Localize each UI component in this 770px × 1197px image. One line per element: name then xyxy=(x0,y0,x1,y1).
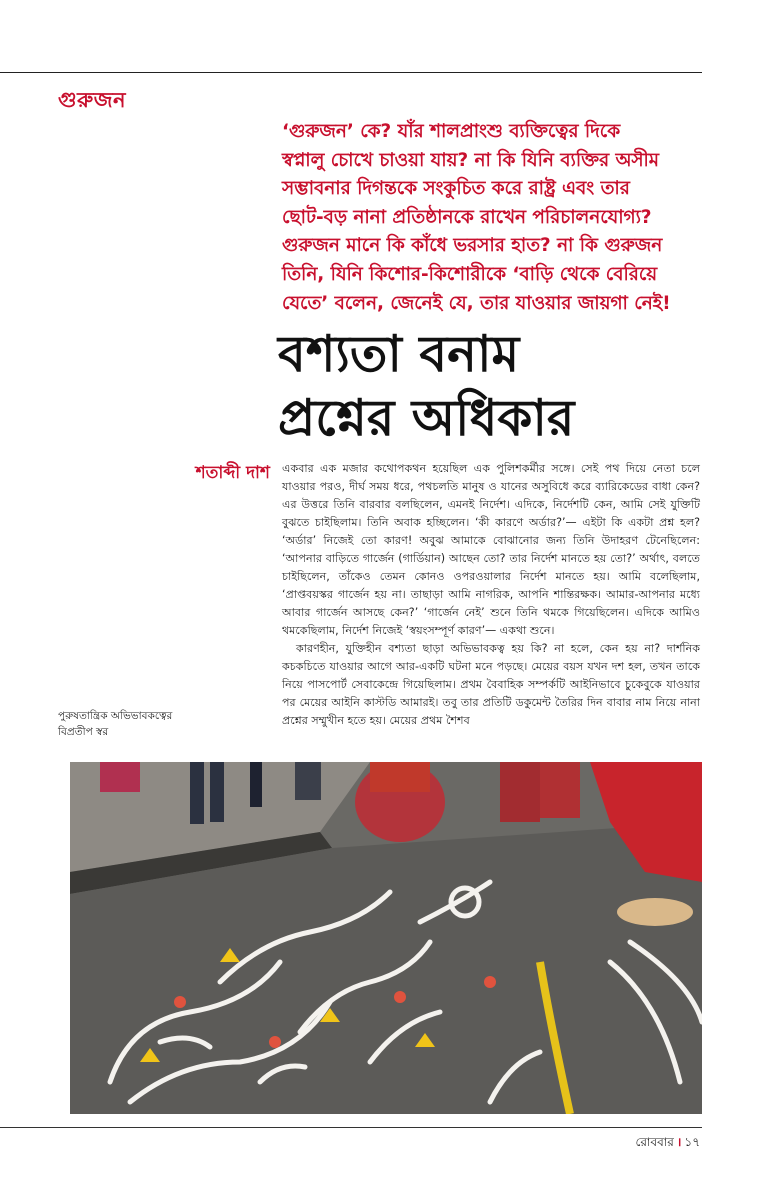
section-tag: গুরুজন xyxy=(58,88,127,112)
article-body xyxy=(282,460,700,730)
photo-illustration xyxy=(70,762,702,1114)
bottom-rule xyxy=(0,1127,702,1128)
intro-blurb: ‘গুরুজন’ কে? যাঁর শালপ্রাংশু ব্যক্তিত্বের দিকে স্বপ্নালু চোখে চাওয়া যায়? না কি যিনি ব্যক্তির অসীম সম্ভাবনার দিগন্তকে সংকুচিত করে রাষ্ট্র এবং তার ছোট-বড় নানা প্রতিষ্ঠানকে রাখেন পরিচালনযোগ্য? গুরুজন মানে কি কাঁধে ভরসার হাত? না কি গুরুজন তিনি, যিনি কিশোর-কিশোরীকে ‘বাড়ি থেকে বেরিয়ে যেতে’ বলেন, জেনেই যে, তার যাওয়ার জায়গা নেই! xyxy=(282,121,671,314)
author-byline: শতাব্দী দাশ xyxy=(195,463,270,483)
page-footer xyxy=(635,1133,700,1154)
footer-separator: । xyxy=(676,1135,682,1149)
body-paragraph-1: একবার এক মজার কথোপকথন হয়েছিল এক পুলিশকর্মীর সঙ্গে। সেই পথ দিয়ে নেতা চলে যাওয়ার পরও, দীর্ঘ সময় ধরে, পথচলতি মানুষ ও যানের অসুবিধে করে ব্যারিকেডের বাধা কেন? এর উত্তরে তিনি বারবার বলছিলেন, এমনই নির্দেশ। এদিকে, নির্দেশটি কেন, আমি সেই যুক্তিটি বুঝতে চাইছিলাম। তিনি অবাক হচ্ছিলেন। ‘কী কারণে অর্ডার?’— এইটা কি একটা প্রশ্ন হল? ‘অর্ডার’ নিজেই তো কারণ! অবুঝ আমাকে বোঝানোর জন্য তিনি উদাহরণ টেনেছিলেন: ‘আপনার বাড়িতে গার্জেন (গার্ডিয়ান) আছেন তো? তার নির্দেশ মানতে হয় তো?’ অর্থাৎ, বলতে চাইছিলেন, তাঁকেও তেমন কোনও ওপরওয়ালার নির্দেশ মানতে হয়। আমি বলেছিলাম, ‘প্রাপ্তবয়স্কর গার্জেন হয় না। তাছাড়া আমি নাগরিক, আপনি শান্তিরক্ষক। আমার-আপনার মধ্যে আবার গার্জেন আসছে কেন?’ ‘গার্জেন নেই’ শুনে তিনি থমকে গিয়েছিলেন। এদিকে আমিও থমকেছিলাম, নির্দেশ নিজেই ‘স্বয়ংসম্পূর্ণ কারণ’— একথা শুনে। xyxy=(282,462,700,637)
top-rule xyxy=(0,72,702,73)
photo-caption: পুরুষতান্ত্রিক অভিভাবকত্বের বিপ্রতীপ স্বর xyxy=(58,710,173,738)
body-paragraph-2: কারণহীন, যুক্তিহীন বশ্যতা ছাড়া অভিভাবকত্ব হয় কি? না হলে, কেন হয় না? দার্শনিক কচকচিতে যাওয়ার আগে আর-একটি ঘটনা মনে পড়ছে। মেয়ের বয়স যখন দশ হল, তখন তাকে নিয়ে পাসপোর্ট সেবাকেন্দ্রে গিয়েছিলাম। প্রথম বৈবাহিক সম্পর্কটি আইনিভাবে চুকেবুকে যাওয়ার পর মেয়ের আইনি কাস্টডি আমারই। তবু তার প্রতিটি ডকুমেন্ট তৈরির দিন বাবার নাম নিয়ে নানা প্রশ্নের সম্মুখীন হতে হয়। মেয়ের প্রথম শৈশব xyxy=(282,642,700,727)
article-headline: বশ্যতা বনাম প্রশ্নের অধিকার xyxy=(278,324,575,447)
street-alpona-photo xyxy=(70,762,702,1114)
magazine-name: রোববার xyxy=(635,1135,674,1149)
page-number: ১৭ xyxy=(684,1135,700,1149)
